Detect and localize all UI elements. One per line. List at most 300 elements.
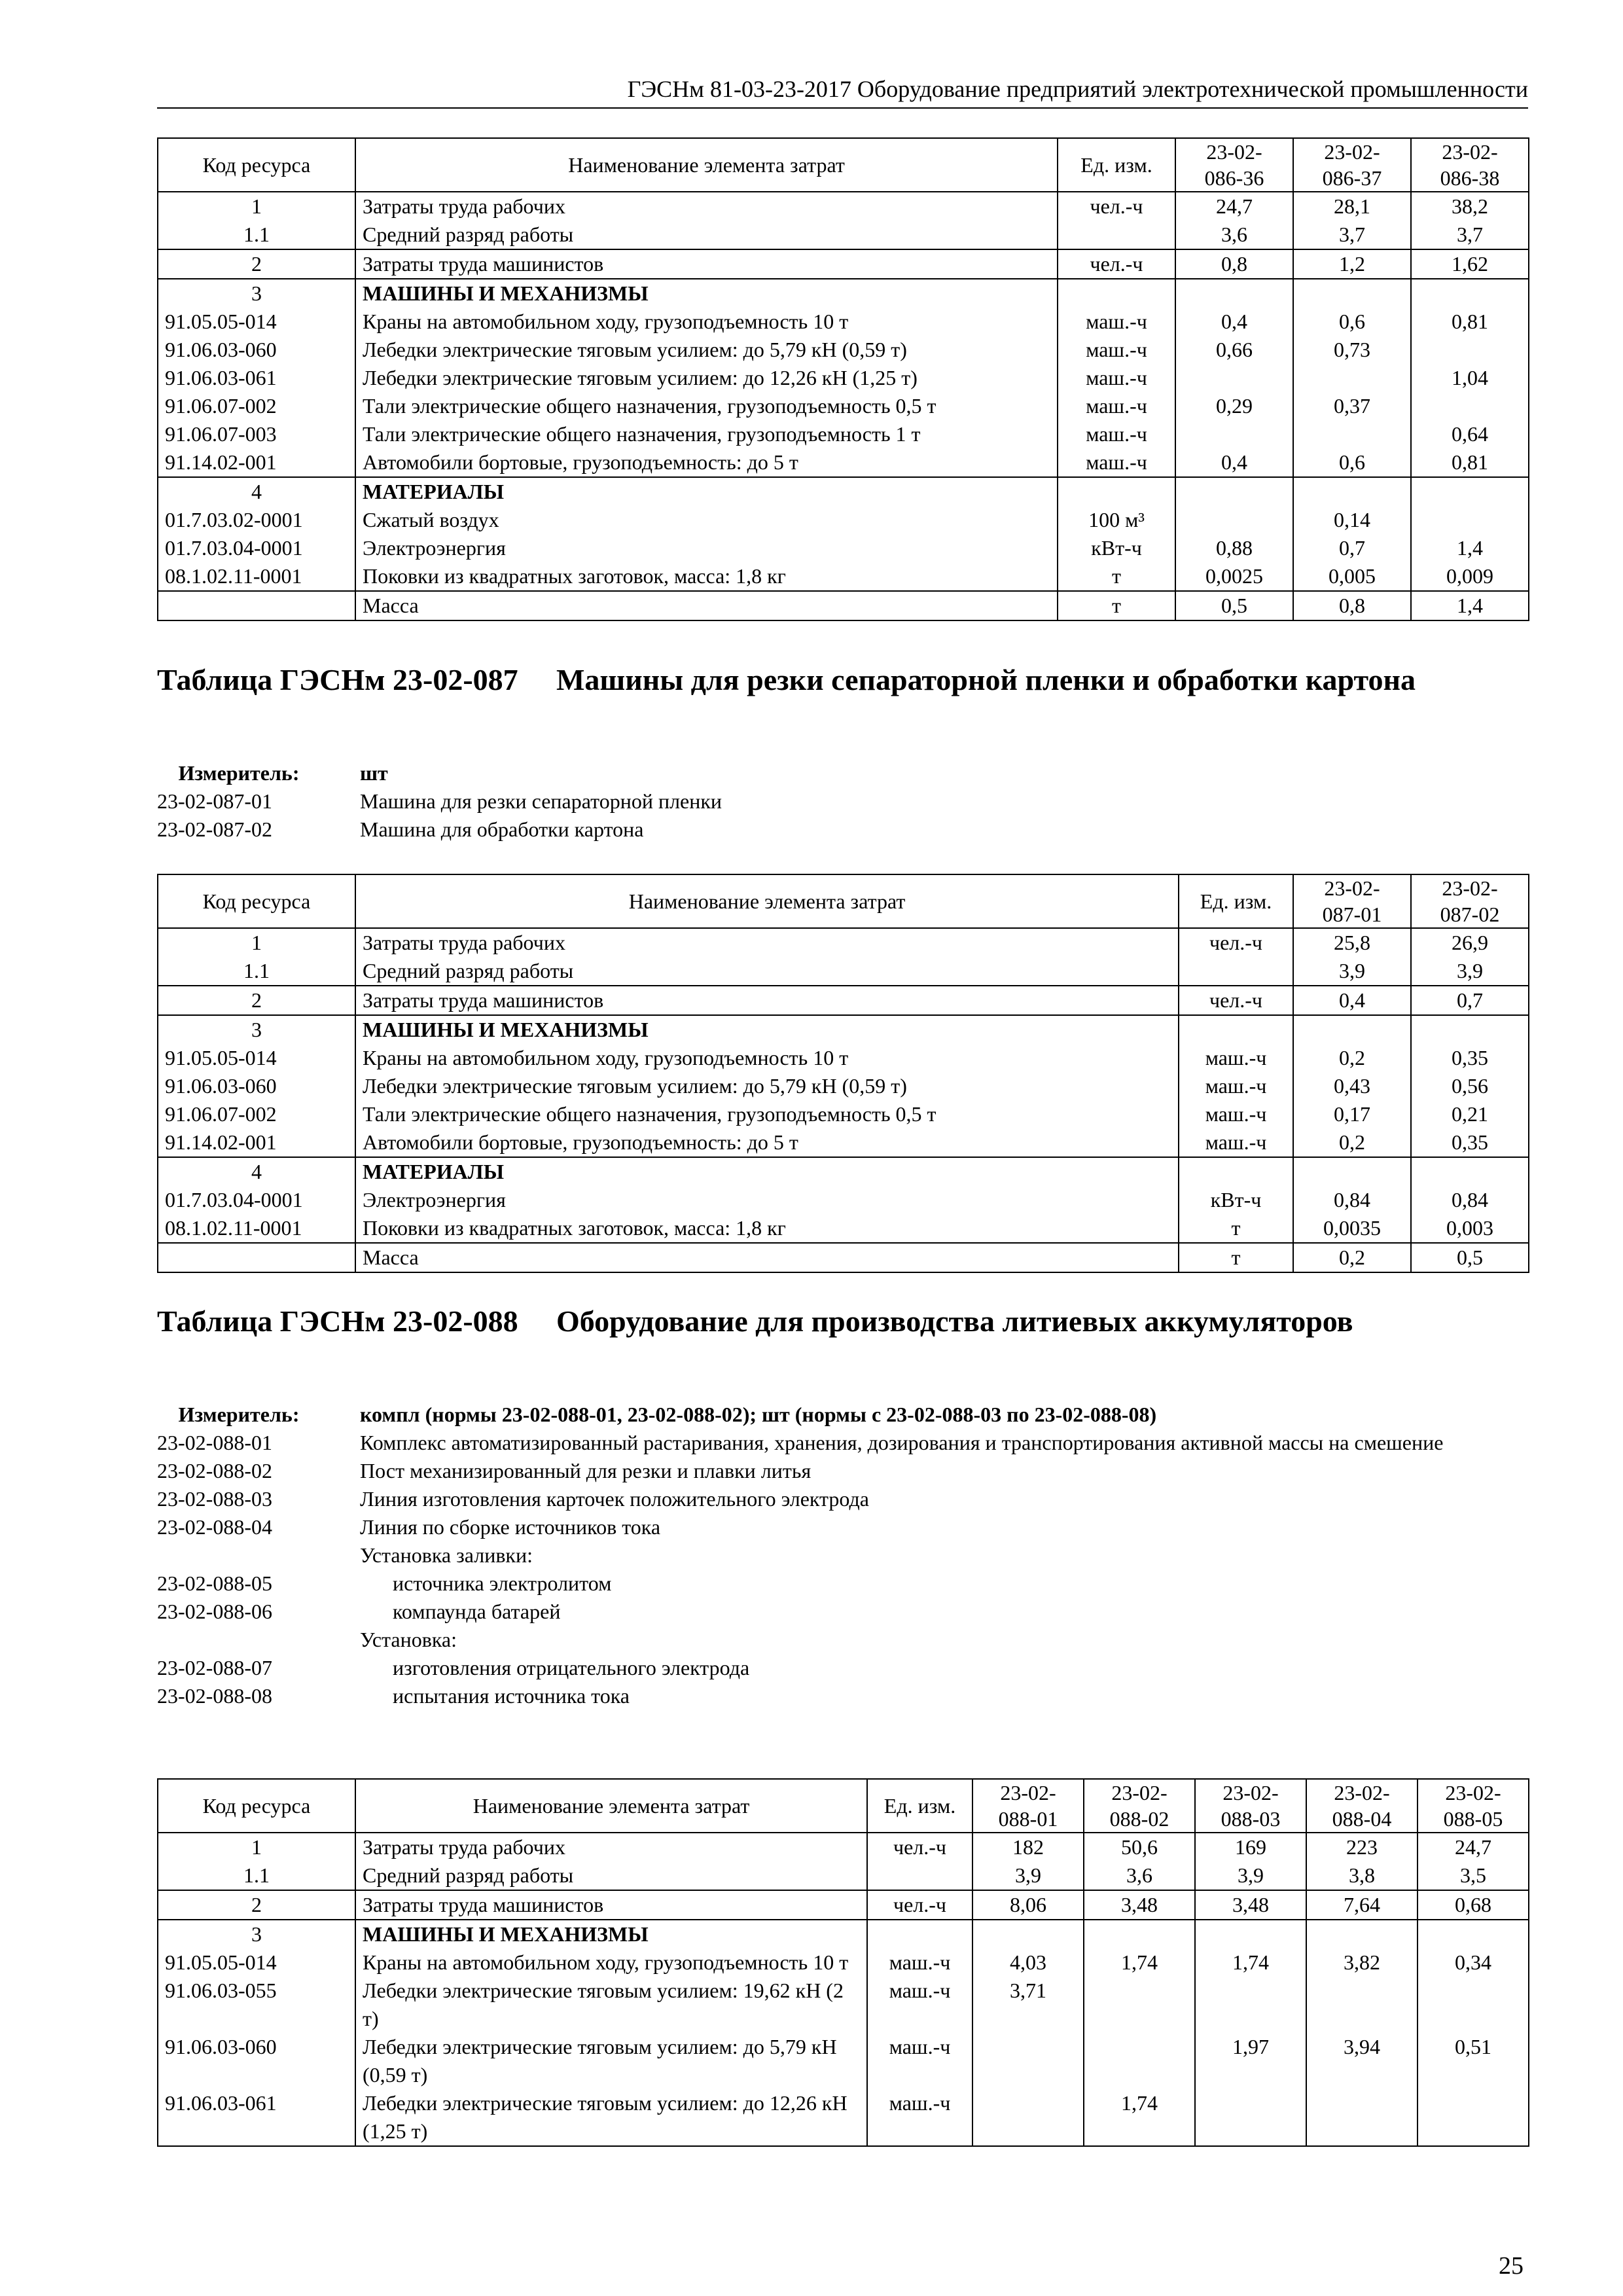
table-087-label: Таблица ГЭСНм 23-02-087 [157,663,518,696]
norm-value: 0,8 [1175,249,1293,279]
table-row [158,364,1529,392]
norm-value: 0,009 [1411,562,1529,591]
table-row [158,591,1529,620]
norm-value: 0,4 [1175,448,1293,477]
resource-code: 1.1 [158,1861,355,1890]
unit-of-measure: маш.-ч [867,1977,972,2033]
norm-value: 0,88 [1175,534,1293,562]
cost-element-name: Затраты труда машинистов [355,986,1179,1015]
norm-value: 3,7 [1411,221,1529,249]
norm-value: 3,9 [1293,957,1411,986]
norm-value: 0,2 [1293,1243,1411,1272]
meter-item [157,1541,1528,1570]
norm-value: 3,94 [1306,2033,1418,2089]
unit-of-measure: маш.-ч [1179,1044,1293,1072]
table-087-meter [157,759,1528,844]
header-name: Наименование элемента затрат [355,874,1179,928]
norm-value: 0,29 [1175,392,1293,420]
resource-code: 91.14.02-001 [158,1128,355,1157]
resource-code: 91.06.03-061 [158,2089,355,2146]
cost-element-name: Автомобили бортовые, грузоподъемность: до 5 т [355,1128,1179,1157]
table-row [158,477,1529,506]
norm-value [1293,420,1411,448]
unit-of-measure: маш.-ч [1179,1128,1293,1157]
norm-value: 0,84 [1293,1186,1411,1214]
meter-item-code: 23-02-088-06 [157,1600,272,1623]
norm-value [1293,1015,1411,1044]
header-norm-code: 23-02- 087-01 [1293,874,1411,928]
norm-value [1195,1977,1306,2033]
unit-of-measure: чел.-ч [1058,249,1175,279]
cost-element-name: Тали электрические общего назначения, грузоподъемность 0,5 т [355,1100,1179,1128]
norm-value: 0,0035 [1293,1214,1411,1243]
norm-value: 0,7 [1293,534,1411,562]
meter-item-text: Установка: [360,1628,457,1651]
resource-code: 01.7.03.04-0001 [158,1186,355,1214]
cost-element-name: Электроэнергия [355,1186,1179,1214]
norm-value: 1,62 [1411,249,1529,279]
unit-of-measure: маш.-ч [867,2033,972,2089]
cost-element-name: Тали электрические общего назначения, грузоподъемность 0,5 т [355,392,1058,420]
norm-value: 3,71 [972,1977,1084,2033]
table-row [158,562,1529,591]
table-row [158,1044,1529,1072]
cost-element-name: Поковки из квадратных заготовок, масса: 1,8 кг [355,562,1058,591]
cost-element-name: Автомобили бортовые, грузоподъемность: до 5 т [355,448,1058,477]
norm-value [1418,1920,1529,1948]
norm-value [1411,1157,1529,1186]
resource-code: 4 [158,477,355,506]
norm-value [1084,2033,1195,2089]
norm-value [1195,1920,1306,1948]
table-row [158,1157,1529,1186]
resource-code: 3 [158,279,355,308]
resource-code: 3 [158,1920,355,1948]
meter-item-code [157,1626,360,1654]
resource-code: 91.05.05-014 [158,1948,355,1977]
header-name: Наименование элемента затрат [355,1779,867,1833]
norm-value: 3,6 [1175,221,1293,249]
meter-item [157,1598,1528,1626]
resource-code: 1 [158,192,355,221]
norm-value: 0,7 [1411,986,1529,1015]
resource-table-088 [157,1778,1529,2147]
meter-item [157,787,1528,816]
norm-value: 3,48 [1084,1890,1195,1920]
table-row [158,1214,1529,1243]
meter-row [157,759,1528,787]
norm-value: 169 [1195,1833,1306,1861]
resource-code: 08.1.02.11-0001 [158,1214,355,1243]
norm-value: 50,6 [1084,1833,1195,1861]
norm-value: 0,2 [1293,1044,1411,1072]
meter-item-text: Комплекс автоматизированный растаривания, хранения, дозирования и транспортирования активной массы на смешение [360,1431,1444,1454]
meter-item-code: 23-02-088-05 [157,1571,272,1595]
unit-of-measure: маш.-ч [1058,448,1175,477]
meter-item [157,1626,1528,1654]
meter-item-text: испытания источника тока [393,1684,630,1708]
unit-of-measure: маш.-ч [867,2089,972,2146]
norm-value: 3,9 [972,1861,1084,1890]
table-row [158,1920,1529,1948]
cost-element-name: МАТЕРИАЛЫ [355,477,1058,506]
resource-code: 91.06.03-060 [158,2033,355,2089]
cost-element-name: Затраты труда машинистов [355,1890,867,1920]
resource-code: 08.1.02.11-0001 [158,562,355,591]
norm-value [972,2089,1084,2146]
meter-row [157,1401,1528,1429]
norm-value: 0,51 [1418,2033,1529,2089]
norm-value: 28,1 [1293,192,1411,221]
resource-code: 91.06.03-061 [158,364,355,392]
norm-value [1411,506,1529,534]
table-row [158,1861,1529,1890]
unit-of-measure [867,1920,972,1948]
unit-of-measure: маш.-ч [1058,364,1175,392]
norm-value: 4,03 [972,1948,1084,1977]
cost-element-name: Масса [355,1243,1179,1272]
resource-code: 91.06.03-060 [158,1072,355,1100]
norm-value [972,2033,1084,2089]
meter-item-code: 23-02-088-02 [157,1459,272,1482]
norm-value: 0,17 [1293,1100,1411,1128]
norm-value: 223 [1306,1833,1418,1861]
header-norm-code: 23-02- 087-02 [1411,874,1529,928]
meter-item-code: 23-02-088-04 [157,1515,272,1539]
table-row [158,336,1529,364]
norm-value: 25,8 [1293,928,1411,957]
norm-value: 3,48 [1195,1890,1306,1920]
norm-value [1293,1157,1411,1186]
table-088-heading [157,1302,1528,1340]
norm-value [1084,1977,1195,2033]
meter-item [157,1654,1528,1682]
header-norm-code: 23-02- 088-05 [1418,1779,1529,1833]
norm-value: 0,8 [1293,591,1411,620]
unit-of-measure: чел.-ч [867,1833,972,1861]
cost-element-name: Поковки из квадратных заготовок, масса: 1,8 кг [355,1214,1179,1243]
meter-item-code: 23-02-087-02 [157,817,272,841]
table-086-block [157,137,1528,621]
resource-code: 1 [158,928,355,957]
table-row [158,1100,1529,1128]
norm-value: 0,5 [1175,591,1293,620]
norm-value: 7,64 [1306,1890,1418,1920]
table-087-block [157,874,1528,1273]
meter-item [157,1682,1528,1710]
meter-item [157,1570,1528,1598]
resource-code: 1.1 [158,957,355,986]
resource-code: 2 [158,249,355,279]
header-unit: Ед. изм. [1179,874,1293,928]
norm-value: 26,9 [1411,928,1529,957]
resource-code: 91.14.02-001 [158,448,355,477]
meter-item-code [157,1541,360,1570]
table-header-row [158,1779,1529,1833]
unit-of-measure [1179,957,1293,986]
meter-value: шт [360,761,388,785]
norm-value: 3,6 [1084,1861,1195,1890]
cost-element-name: Средний разряд работы [355,221,1058,249]
norm-value [1411,336,1529,364]
norm-value: 1,97 [1195,2033,1306,2089]
norm-value [1195,2089,1306,2146]
cost-element-name: Лебедки электрические тяговым усилием: до 12,26 кН (1,25 т) [355,2089,867,2146]
unit-of-measure: чел.-ч [1179,928,1293,957]
unit-of-measure: т [1179,1214,1293,1243]
unit-of-measure: кВт-ч [1058,534,1175,562]
norm-value: 1,04 [1411,364,1529,392]
resource-code: 1.1 [158,221,355,249]
cost-element-name: МАШИНЫ И МЕХАНИЗМЫ [355,279,1058,308]
unit-of-measure: чел.-ч [1058,192,1175,221]
norm-value [1418,2089,1529,2146]
meter-item-text: источника электролитом [393,1571,612,1595]
header-unit: Ед. изм. [1058,138,1175,192]
norm-value: 0,56 [1411,1072,1529,1100]
cost-element-name: Средний разряд работы [355,1861,867,1890]
header-code: Код ресурса [158,138,355,192]
norm-value: 8,06 [972,1890,1084,1920]
resource-table-087 [157,874,1529,1273]
table-row [158,1948,1529,1977]
norm-value [1175,420,1293,448]
norm-value [1411,1015,1529,1044]
table-row [158,986,1529,1015]
table-row [158,1977,1529,2033]
cost-element-name: Затраты труда рабочих [355,1833,867,1861]
unit-of-measure: маш.-ч [1058,336,1175,364]
norm-value [1175,506,1293,534]
unit-of-measure: т [1179,1243,1293,1272]
cost-element-name: Затраты труда машинистов [355,249,1058,279]
norm-value [1293,477,1411,506]
norm-value: 3,8 [1306,1861,1418,1890]
unit-of-measure [1179,1015,1293,1044]
table-row [158,1833,1529,1861]
header-norm-code: 23-02- 088-04 [1306,1779,1418,1833]
unit-of-measure: маш.-ч [867,1948,972,1977]
table-row [158,957,1529,986]
norm-value: 3,5 [1418,1861,1529,1890]
unit-of-measure [867,1861,972,1890]
meter-item-text: Линия по сборке источников тока [360,1515,661,1539]
norm-value: 0,35 [1411,1044,1529,1072]
norm-value: 0,66 [1175,336,1293,364]
resource-code: 4 [158,1157,355,1186]
cost-element-name: Лебедки электрические тяговым усилием: до 12,26 кН (1,25 т) [355,364,1058,392]
cost-element-name: Лебедки электрические тяговым усилием: 19,62 кН (2 т) [355,1977,867,2033]
table-row [158,928,1529,957]
norm-value: 24,7 [1175,192,1293,221]
resource-code: 91.05.05-014 [158,308,355,336]
cost-element-name: МАШИНЫ И МЕХАНИЗМЫ [355,1015,1179,1044]
norm-value [1411,392,1529,420]
table-088-meter [157,1401,1528,1710]
norm-value [1175,477,1293,506]
norm-value: 0,6 [1293,308,1411,336]
norm-value: 1,74 [1084,1948,1195,1977]
norm-value: 0,2 [1293,1128,1411,1157]
norm-value: 1,2 [1293,249,1411,279]
table-row [158,1243,1529,1272]
unit-of-measure: т [1058,562,1175,591]
cost-element-name: Лебедки электрические тяговым усилием: до 5,79 кН (0,59 т) [355,336,1058,364]
unit-of-measure: маш.-ч [1179,1100,1293,1128]
meter-item-text: Установка заливки: [360,1543,533,1567]
table-row [158,1072,1529,1100]
meter-item-text: Машина для резки сепараторной пленки [360,789,722,813]
cost-element-name: Краны на автомобильном ходу, грузоподъемность 10 т [355,1948,867,1977]
header-norm-code: 23-02- 086-37 [1293,138,1411,192]
resource-code: 01.7.03.04-0001 [158,534,355,562]
header-divider [157,107,1528,109]
table-row [158,221,1529,249]
norm-value [1418,1977,1529,2033]
norm-value: 0,73 [1293,336,1411,364]
table-row [158,420,1529,448]
meter-item-text: Пост механизированный для резки и плавки литья [360,1459,812,1482]
page-header: ГЭСНм 81-03-23-2017 Оборудование предприятий электротехнической промышленности [627,76,1528,102]
norm-value: 0,81 [1411,448,1529,477]
table-row [158,1890,1529,1920]
unit-of-measure [1058,221,1175,249]
norm-value [1411,477,1529,506]
unit-of-measure [1058,477,1175,506]
norm-value [1293,364,1411,392]
header-unit: Ед. изм. [867,1779,972,1833]
norm-value [1306,1920,1418,1948]
meter-label: Измеритель: [178,761,300,785]
norm-value [1293,279,1411,308]
table-088-block [157,1778,1528,2147]
table-row [158,2089,1529,2146]
table-row [158,249,1529,279]
norm-value: 0,68 [1418,1890,1529,1920]
resource-code: 2 [158,1890,355,1920]
unit-of-measure: чел.-ч [1179,986,1293,1015]
unit-of-measure: маш.-ч [1058,392,1175,420]
header-norm-code: 23-02- 086-38 [1411,138,1529,192]
table-row [158,534,1529,562]
meter-item-text: изготовления отрицательного электрода [393,1656,750,1679]
resource-code: 91.06.03-060 [158,336,355,364]
resource-code: 91.06.07-003 [158,420,355,448]
cost-element-name: Затраты труда рабочих [355,192,1058,221]
table-header-row [158,874,1529,928]
table-row [158,1015,1529,1044]
cost-element-name: Средний разряд работы [355,957,1179,986]
page-number: 25 [1499,2252,1524,2280]
norm-value [1411,279,1529,308]
norm-value: 3,82 [1306,1948,1418,1977]
resource-code [158,1243,355,1272]
norm-value [972,1920,1084,1948]
table-088-label: Таблица ГЭСНм 23-02-088 [157,1304,518,1338]
unit-of-measure: т [1058,591,1175,620]
norm-value: 1,4 [1411,591,1529,620]
header-name: Наименование элемента затрат [355,138,1058,192]
header-code: Код ресурса [158,1779,355,1833]
norm-value: 0,6 [1293,448,1411,477]
header-norm-code: 23-02- 086-36 [1175,138,1293,192]
table-row [158,506,1529,534]
norm-value: 0,21 [1411,1100,1529,1128]
unit-of-measure [1179,1157,1293,1186]
meter-value: компл (нормы 23-02-088-01, 23-02-088-02); шт (нормы с 23-02-088-03 по 23-02-088-08) [360,1403,1157,1426]
unit-of-measure: маш.-ч [1179,1072,1293,1100]
header-code: Код ресурса [158,874,355,928]
meter-item-code: 23-02-088-01 [157,1431,272,1454]
table-087-title: Машины для резки сепараторной пленки и обработки картона [556,663,1416,696]
norm-value: 0,37 [1293,392,1411,420]
norm-value: 3,7 [1293,221,1411,249]
cost-element-name: Масса [355,591,1058,620]
cost-element-name: Краны на автомобильном ходу, грузоподъемность 10 т [355,308,1058,336]
norm-value: 0,003 [1411,1214,1529,1243]
resource-code: 91.06.07-002 [158,392,355,420]
cost-element-name: Тали электрические общего назначения, грузоподъемность 1 т [355,420,1058,448]
cost-element-name: МАТЕРИАЛЫ [355,1157,1179,1186]
meter-item-code: 23-02-087-01 [157,789,272,813]
norm-value: 0,34 [1418,1948,1529,1977]
cost-element-name: Лебедки электрические тяговым усилием: до 5,79 кН (0,59 т) [355,1072,1179,1100]
norm-value: 0,005 [1293,562,1411,591]
resource-code: 91.05.05-014 [158,1044,355,1072]
meter-item [157,816,1528,844]
unit-of-measure: чел.-ч [867,1890,972,1920]
norm-value: 0,64 [1411,420,1529,448]
table-row [158,1128,1529,1157]
header-norm-code: 23-02- 088-03 [1195,1779,1306,1833]
resource-code [158,591,355,620]
cost-element-name: Краны на автомобильном ходу, грузоподъемность 10 т [355,1044,1179,1072]
resource-code: 3 [158,1015,355,1044]
meter-item-code: 23-02-088-07 [157,1656,272,1679]
meter-item [157,1429,1528,1457]
resource-code: 91.06.07-002 [158,1100,355,1128]
norm-value: 0,5 [1411,1243,1529,1272]
table-row [158,279,1529,308]
table-header-row [158,138,1529,192]
unit-of-measure: кВт-ч [1179,1186,1293,1214]
table-row [158,192,1529,221]
norm-value: 0,4 [1175,308,1293,336]
cost-element-name: Сжатый воздух [355,506,1058,534]
norm-value [1175,279,1293,308]
norm-value: 0,0025 [1175,562,1293,591]
table-row [158,448,1529,477]
table-row [158,308,1529,336]
resource-code: 91.06.03-055 [158,1977,355,2033]
cost-element-name: Затраты труда рабочих [355,928,1179,957]
meter-item-code: 23-02-088-03 [157,1487,272,1511]
meter-label: Измеритель: [178,1403,300,1426]
unit-of-measure: маш.-ч [1058,308,1175,336]
norm-value: 0,43 [1293,1072,1411,1100]
meter-item [157,1513,1528,1541]
norm-value: 3,9 [1411,957,1529,986]
meter-item-text: Машина для обработки картона [360,817,644,841]
unit-of-measure: маш.-ч [1058,420,1175,448]
unit-of-measure [1058,279,1175,308]
resource-table-086 [157,137,1529,621]
norm-value: 0,84 [1411,1186,1529,1214]
norm-value: 3,9 [1195,1861,1306,1890]
norm-value [1306,1977,1418,2033]
norm-value: 38,2 [1411,192,1529,221]
unit-of-measure: 100 м³ [1058,506,1175,534]
